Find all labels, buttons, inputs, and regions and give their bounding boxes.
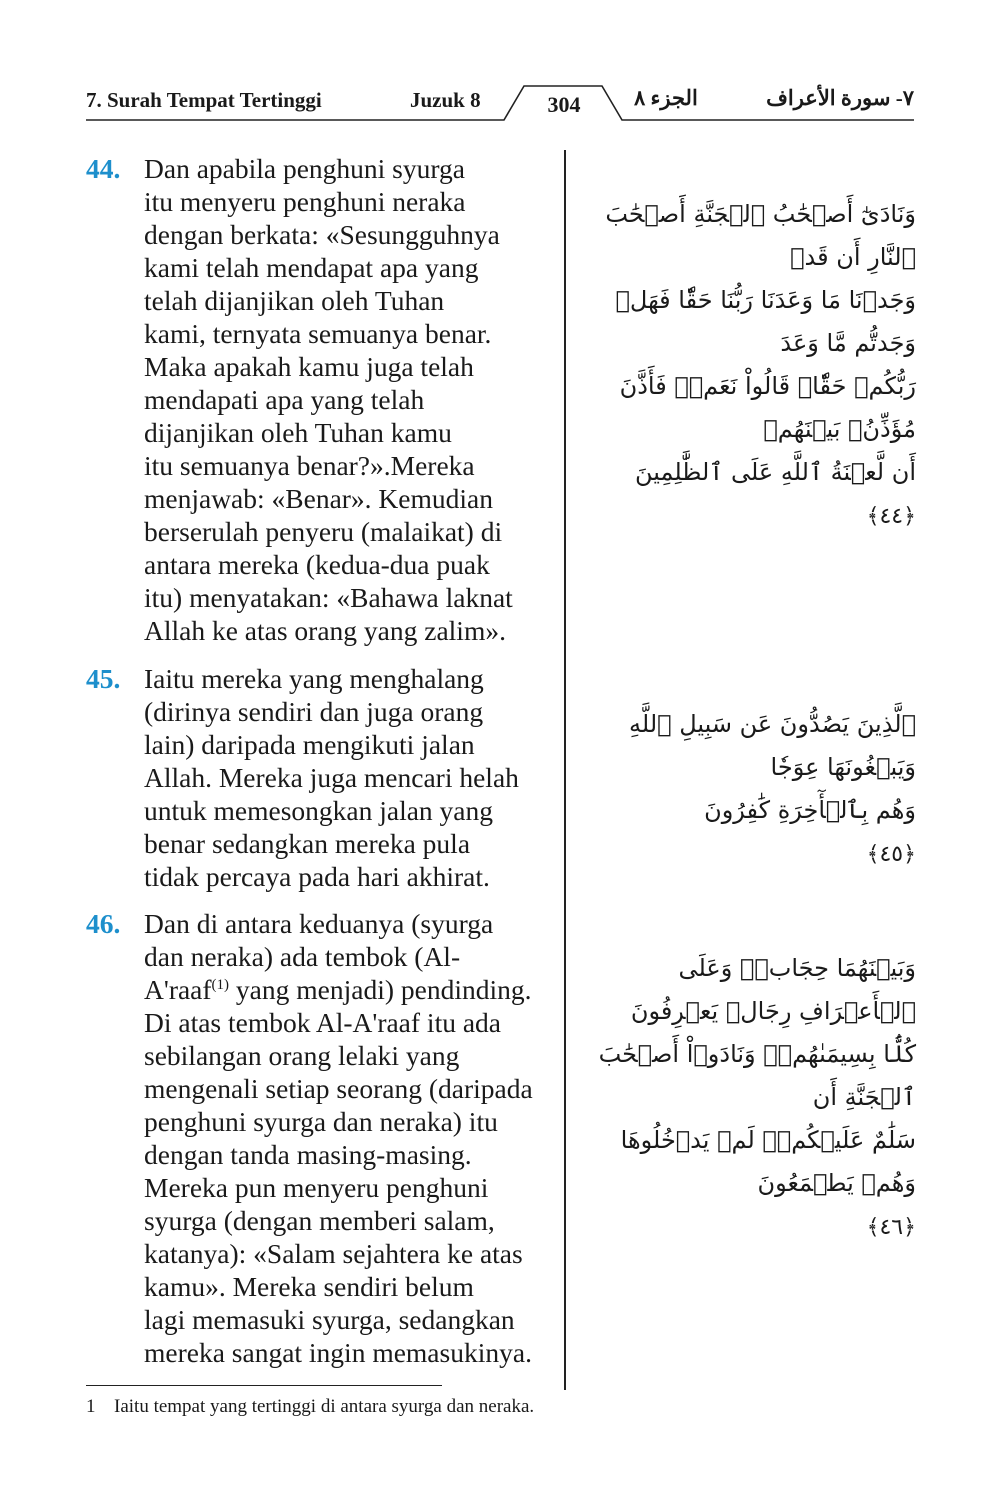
footnote-number: 1: [86, 1396, 96, 1417]
verse-text: [144, 907, 561, 1369]
footnote-text: Iaitu tempat yang tertinggi di antara syurga dan neraka.: [114, 1396, 535, 1417]
footnote: [86, 1396, 534, 1418]
verse-44-translation: [86, 152, 561, 647]
arabic-text: وَبَيۡنَهُمَا حِجَابٞۚ وَعَلَى ٱلۡأَعۡرَافِ رِجَالٞ يَعۡرِفُونَ كُلَّۢا بِسِيمَىٰهُمۡۚ وَنَادَوۡاْ أَصۡحَٰبَ ٱلۡجَنَّةِ أَن سَلَٰمٌ عَلَيۡكُمۡۚ لَمۡ يَدۡخُلُوهَا وَهُمۡ يَطۡمَعُونَ: [598, 954, 916, 1197]
verse-number: 44.: [86, 153, 121, 184]
juz-label-arabic: الجزء ٨: [634, 86, 698, 110]
verse-number: 46.: [86, 908, 121, 939]
footnote-reference: (1): [211, 976, 230, 993]
verse-46-translation: [86, 907, 561, 1369]
column-divider: [564, 150, 566, 1390]
surah-title-arabic: ٧- سورة الأعراف: [766, 86, 914, 110]
verse-45-arabic: [582, 660, 916, 876]
page-header: [86, 82, 914, 120]
footnote-rule: [86, 1385, 442, 1386]
ayah-number-mark: ﴿٤٥﴾: [866, 842, 916, 867]
juz-label: Juzuk 8: [410, 88, 481, 112]
verse-text: Dan apabila penghuni syurga itu menyeru penghuni neraka dengan berkata: «Sesungguhnya kami telah mendapat apa yang telah dijanjikan oleh Tuhan kami, ternyata semuanya benar. Maka apakah kamu juga telah mendapati apa yang telah dijanjikan oleh Tuhan kamu itu semuanya benar?».Mereka menjawab: «Benar». Kemudian berserulah penyeru (malaikat) di antara mereka (kedua-dua puak itu) menyatakan: «Bahawa laknat Allah ke atas orang yang zalim».: [144, 153, 513, 646]
verse-46-arabic: [582, 904, 916, 1249]
verse-text-part: yang menjadi) pendinding. Di atas tembok Al-A'raaf itu ada sebilangan orang lelaki yang mengenali setiap seorang (daripada penghuni syurga dan neraka) itu dengan tanda masing-masing. Mereka pun menyeru penghuni syurga (dengan memberi salam, katanya): «Salam sejahtera ke atas kamu». Mereka sendiri belum lagi memasuki syurga, sedangkan mereka sangat ingin memasukinya.: [144, 974, 533, 1368]
ayah-number-mark: ﴿٤٤﴾: [866, 504, 916, 529]
verse-44-arabic: [582, 150, 916, 538]
ayah-number-mark: ﴿٤٦﴾: [866, 1215, 916, 1240]
arabic-text: وَنَادَىٰٓ أَصۡحَٰبُ ٱلۡجَنَّةِ أَصۡحَٰبَ ٱلنَّارِ أَن قَدۡ وَجَدۡنَا مَا وَعَدَنَا رَبُّنَا حَقّٗا فَهَلۡ وَجَدتُّم مَّا وَعَدَ رَبُّكُمۡ حَقّٗاۖ قَالُواْ نَعَمۡۚ فَأَذَّنَ مُؤَذِّنُۢ بَيۡنَهُمۡ أَن لَّعۡنَةُ ٱللَّهِ عَلَى ٱلظَّٰلِمِينَ: [605, 200, 916, 486]
verse-45-translation: [86, 662, 561, 893]
verse-number: 45.: [86, 663, 121, 694]
verse-text: Iaitu mereka yang menghalang (dirinya sendiri dan juga orang lain) daripada mengikuti jalan Allah. Mereka juga mencari helah untuk memesongkan jalan yang benar sedangkan mereka pula tidak percaya pada hari akhirat.: [144, 663, 519, 892]
surah-title: 7. Surah Tempat Tertinggi: [86, 88, 322, 112]
page-number: 304: [547, 92, 581, 117]
arabic-text: ٱلَّذِينَ يَصُدُّونَ عَن سَبِيلِ ٱللَّهِ وَيَبۡغُونَهَا عِوَجٗا وَهُم بِٱلۡأٓخِرَةِ كَٰفِرُونَ: [629, 710, 916, 824]
verse-text-part: Dan di antara keduanya (syurga dan neraka) ada tembok (Al- A'raaf: [144, 908, 494, 1005]
